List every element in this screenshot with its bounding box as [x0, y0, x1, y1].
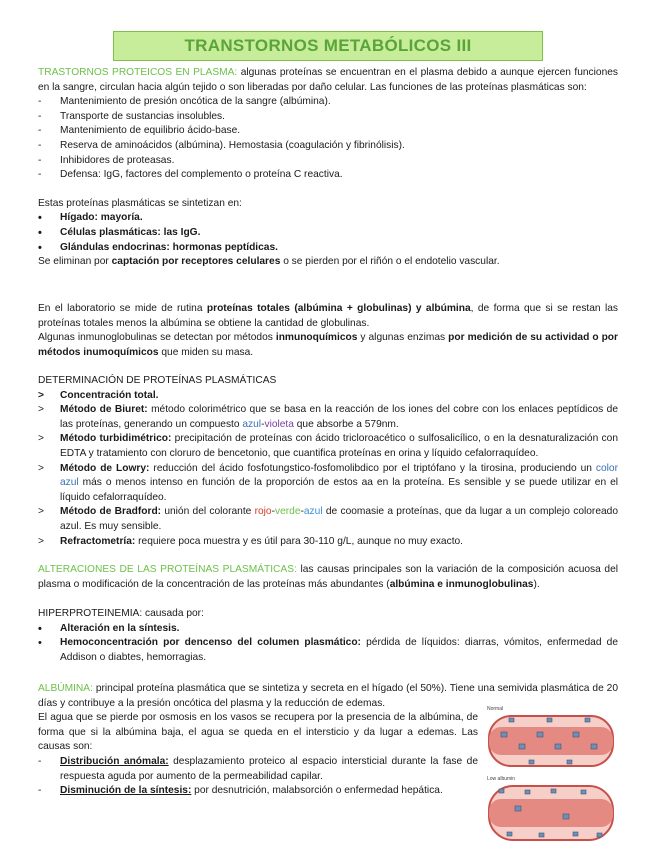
- title-banner: [113, 31, 543, 61]
- functions-list: [38, 95, 618, 183]
- list-item: > Método de Lowry: reducción del ácido fosfotungstico-fosfomolibdico por el triptófano y la tirosina, produciendo un color azul más o menos intenso en función de la proporción de estos aa en la proteína. Es sensible y se puede utilizar en el líquido cefalorraquídeo.: [38, 462, 618, 506]
- list-item: - Mantenimiento de equilibrio ácido-base.: [38, 124, 618, 139]
- methods-list: [38, 389, 618, 550]
- list-item: - Distribución anómala: desplazamiento proteico al espacio intersticial durante la fase de respuesta aguda por aumento de la permeabilidad capilar.: [38, 755, 478, 784]
- lab-paragraph-1: En el laboratorio se mide de rutina proteínas totales (albúmina + globulinas) y albúmina, de forma que si se restan las proteínas totales menos la albúmina se obtiene la cantidad de globulinas.: [38, 303, 619, 329]
- list-item: > Refractometría: requiere poca muestra y es útil para 30-110 g/L, aunque no muy exacto.: [38, 535, 618, 550]
- figure-label-low-albumin: Low albumin: [487, 776, 516, 782]
- elimination-text: Se eliminan por captación por receptores celulares o se pierden por el riñón o el endotelio vascular.: [38, 256, 500, 268]
- low-albumin-vessel: [489, 786, 613, 840]
- lab-paragraph-2: Algunas inmunoglobulinas se detectan por métodos inmunoquímicos y algunas enzimas por medición de su actividad o por métodos inumoquímicos que miden su masa.: [38, 332, 618, 358]
- list-item: - Reserva de aminoácidos (albúmina). Hemostasia (coagulación y fibrinólisis).: [38, 139, 618, 154]
- trastornos-intro: TRASTORNOS PROTEICOS EN PLASMA: algunas proteínas se encuentran en el plasma debido a aunque ejercen funciones en la sangre, circulan hacia algún tejido o son liberadas por daño celular. Las funciones de las proteínas plasmáticas son:: [38, 67, 618, 93]
- section-trastornos-proteicos: [38, 66, 618, 270]
- normal-vessel: [489, 716, 613, 766]
- synth-list: [38, 211, 618, 255]
- list-item: • Alteración en la síntesis.: [38, 622, 618, 637]
- albumina-paragraph-2: El agua que se pierde por osmosis en los vasos se recupera por la presencia de la albúmina, de forma que si la albúmina baja, el agua se queda en el intersticio y da lugar a edemas. Las causas son:: [38, 712, 478, 753]
- synth-intro: Estas proteínas plasmáticas se sintetizan en:: [38, 197, 242, 209]
- list-item: • Hemoconcentración por dencenso del columen plasmático: pérdida de líquidos: diarras, vómitos, enfermedad de Addison o diabtes, hemorragias.: [38, 636, 618, 665]
- page-title: TRANSTORNOS METABÓLICOS III: [184, 35, 472, 55]
- figure-label-normal: Normal: [487, 706, 504, 712]
- list-item: > Método turbidimétrico: precipitación de proteínas con ácido tricloroacético o sulfosalicílico, o en la desnaturalización con EDTA y tratamiento con cloruro de bencetonio, que cuantifica proteínas en orina y líquido cefalorraquídeo.: [38, 432, 618, 461]
- section-heading: TRASTORNOS PROTEICOS EN PLASMA:: [38, 67, 238, 78]
- hiperproteinemia-list: [38, 622, 618, 666]
- list-item: - Inhibidores de proteasas.: [38, 154, 618, 169]
- alteraciones-text: ALTERACIONES DE LAS PROTEÍNAS PLASMÁTICAS: las causas principales son la variación de la composición acuosa del plasma o modificación de la concentración de las proteínas más abundantes (albúmina e inmunoglobulinas).: [38, 564, 618, 590]
- determinacion-heading: DETERMINACIÓN DE PROTEÍNAS PLASMÁTICAS: [38, 375, 277, 386]
- albumin-vessel-figure: [485, 702, 617, 848]
- list-item: - Defensa: IgG, factores del complemento o proteína C reactiva.: [38, 168, 618, 183]
- list-item: • Células plasmáticas: las IgG.: [38, 226, 618, 241]
- vessel-illustration: [485, 702, 617, 848]
- albumina-paragraph-1: ALBÚMINA: principal proteína plasmática que se sintetiza y secreta en el hígado (el 50%). Tiene una semivida plasmática de 20 días y contribuye a la presión oncótica del plasma y la reducción de edemas.: [38, 683, 618, 709]
- list-item: • Hígado: mayoría.: [38, 211, 618, 226]
- list-item: > Método de Bradford: unión del colorante rojo-verde-azul de coomasie a proteínas, que da lugar a un complejo coloreado azul. Es muy sensible.: [38, 505, 618, 534]
- list-item: • Glándulas endocrinas: hormonas peptídicas.: [38, 241, 618, 256]
- section-determinacion: [38, 374, 618, 549]
- section-hiperproteinemia: [38, 607, 618, 665]
- list-item: > Método de Biuret: método colorimétrico que se basa en la reacción de los iones del cobre con los enlaces peptídicos de las proteínas, generando un compuesto azul-violeta que absorbe a 579nm.: [38, 403, 618, 432]
- list-item: - Mantenimiento de presión oncótica de la sangre (albúmina).: [38, 95, 618, 110]
- section-alteraciones: [38, 563, 618, 592]
- hiperproteinemia-heading: HIPERPROTEINEMIA: causada por:: [38, 608, 204, 619]
- list-item: - Disminución de la síntesis: por desnutrición, malabsorción o enfermedad hepática.: [38, 784, 478, 799]
- list-item: - Transporte de sustancias insolubles.: [38, 110, 618, 125]
- list-item: > Concentración total.: [38, 389, 618, 404]
- albumina-causes-list: [38, 755, 478, 799]
- section-laboratorio: [38, 302, 618, 360]
